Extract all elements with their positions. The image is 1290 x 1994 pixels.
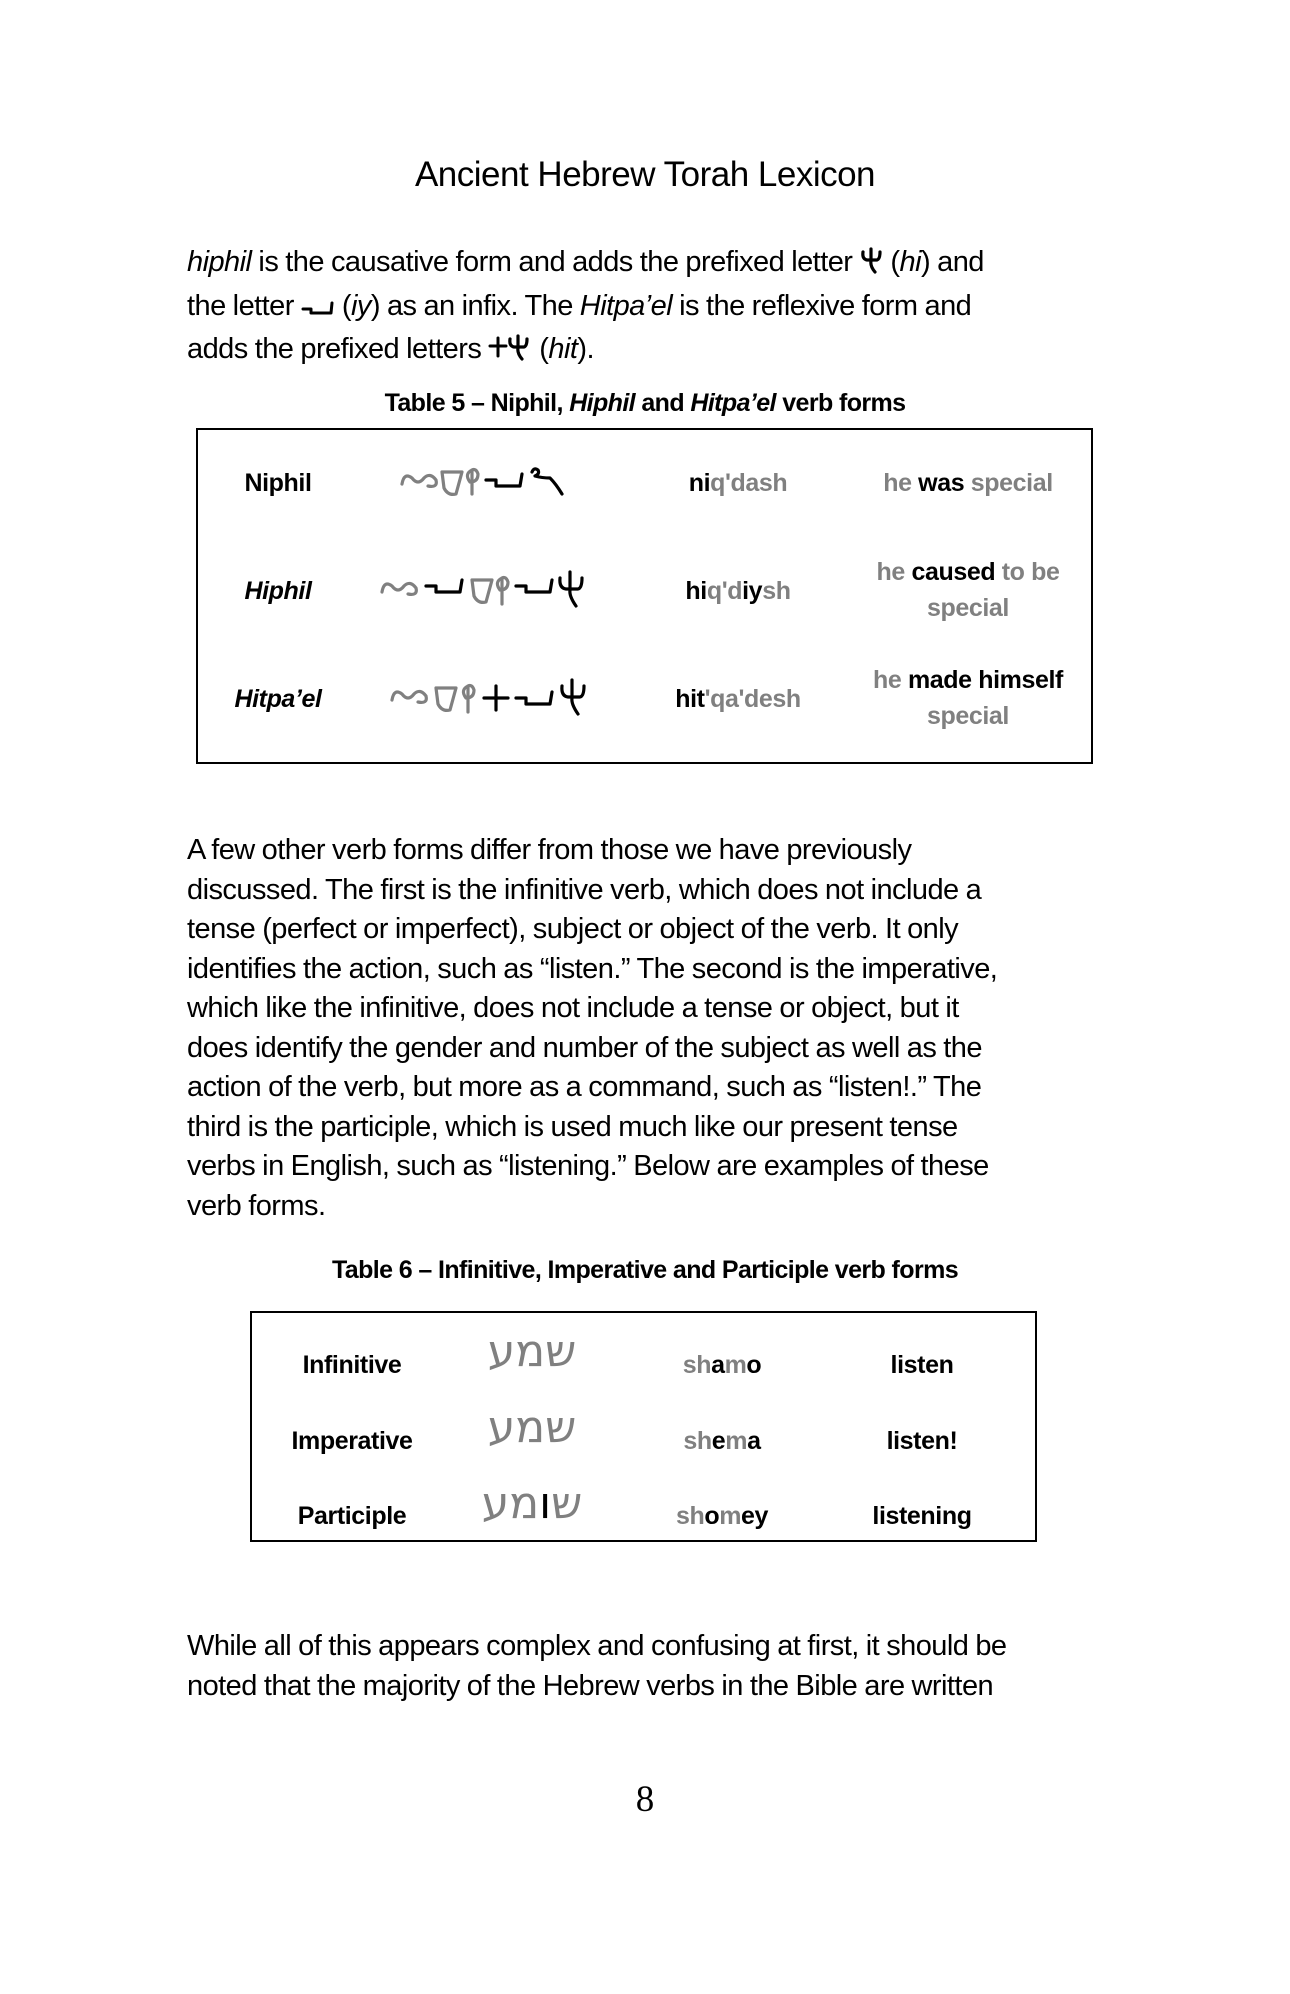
table6-meaning: listen: [890, 1351, 954, 1379]
affix-segment: hit: [675, 685, 705, 713]
affix-segment: caused: [911, 558, 996, 586]
table6-translit: [642, 1347, 802, 1383]
table6-hebrew: [462, 1327, 602, 1377]
table5: [196, 428, 1093, 764]
paleo-yud-icon: [301, 291, 335, 331]
table6-hebrew: [462, 1479, 602, 1529]
root-segment: 'qa'desh: [704, 685, 801, 713]
affix-segment: e: [711, 1427, 726, 1455]
table6-meaning: listening: [872, 1502, 972, 1530]
affix-segment: was: [918, 469, 965, 497]
root-segment: he: [873, 666, 908, 694]
table5-row-label: Hiphil: [244, 577, 312, 605]
affix-segment: a: [711, 1351, 725, 1379]
table6-hebrew: [462, 1403, 602, 1453]
closing-paragraph: [187, 1627, 1092, 1706]
table6-caption: Table 6 – Infinitive, Imperative and Participle verb forms: [331, 1256, 959, 1284]
root-segment: ש: [551, 1478, 583, 1529]
affix-segment: hi: [685, 577, 707, 605]
intro-line-3: adds the prefixed letters (hit).: [187, 330, 1092, 374]
root-segment: שמע: [487, 1402, 577, 1453]
intro-line-2: the letter (iy) as an infix. The Hitpa’el is the reflexive form and: [187, 287, 1092, 331]
root-segment: he: [876, 558, 912, 586]
closing-line: noted that the majority of the Hebrew verbs in the Bible are written: [187, 1669, 994, 1702]
body-line: identifies the action, such as “listen.” The second is the imperative,: [187, 952, 998, 985]
root-segment: מע: [481, 1478, 540, 1529]
intro-line-1: hiphil is the causative form and adds the prefixed letter (hi) and: [187, 243, 1092, 287]
table5-row-label: Hitpa’el: [234, 685, 322, 713]
body-line: verb forms.: [187, 1189, 326, 1222]
table6-row-label: Imperative: [291, 1427, 413, 1455]
table5-row-label: Niphil: [244, 469, 312, 497]
affix-segment: iy: [742, 577, 763, 605]
body-line: discussed. The first is the infinitive verb, which does not include a: [187, 873, 982, 906]
page-number: 8: [635, 1779, 655, 1820]
body-line: verbs in English, such as “listening.” Below are examples of these: [187, 1150, 989, 1182]
body-line: tense (perfect or imperfect), subject or object of the verb. It only: [187, 913, 959, 945]
body-paragraph: [187, 831, 1092, 1226]
root-segment: he: [883, 469, 919, 497]
affix-segment: ey: [741, 1502, 769, 1530]
root-segment: m: [724, 1351, 747, 1379]
table6-row-label: Infinitive: [302, 1351, 402, 1379]
table5-translit: [638, 573, 838, 609]
paleo-hiqdiysh-icon: [378, 568, 628, 618]
paleo-hitqadesh-icon: [388, 676, 628, 726]
body-line: which like the infinitive, does not include a tense or object, but it: [187, 992, 959, 1024]
closing-line: While all of this appears complex and confusing at first, it should be: [187, 1630, 1007, 1662]
root-segment: to be special: [927, 558, 1060, 622]
root-segment: special: [927, 702, 1009, 730]
table5-translit: [638, 681, 838, 717]
table6-meaning: listen!: [886, 1427, 958, 1455]
table5-meaning: [858, 662, 1078, 734]
intro-paragraph: [187, 243, 1092, 374]
body-line: A few other verb forms differ from those we have previously: [187, 834, 912, 866]
root-segment: m: [719, 1502, 742, 1530]
root-segment: m: [725, 1427, 748, 1455]
body-line: third is the participle, which is used much like our present tense: [187, 1110, 958, 1143]
table5-translit: [638, 465, 838, 501]
table6-translit: [642, 1498, 802, 1534]
table6-translit: [642, 1423, 802, 1459]
root-segment: q'd: [706, 577, 743, 605]
affix-segment: o: [704, 1502, 720, 1530]
root-segment: שמע: [487, 1326, 577, 1377]
affix-segment: a: [747, 1427, 761, 1455]
root-segment: sh: [762, 577, 791, 605]
root-segment: q'dash: [710, 469, 788, 497]
table5-meaning: [858, 465, 1078, 501]
paleo-hey-icon: [859, 247, 883, 287]
affix-segment: made himself: [907, 666, 1063, 694]
root-segment: sh: [683, 1427, 712, 1455]
body-line: does identify the gender and number of the subject as well as the: [187, 1031, 982, 1064]
table5-meaning: [858, 554, 1078, 626]
table6-row-label: Participle: [297, 1502, 407, 1530]
root-segment: sh: [682, 1351, 712, 1379]
table6: [250, 1311, 1037, 1542]
affix-segment: o: [746, 1351, 762, 1379]
paleo-tav-hey-icon: [488, 334, 532, 374]
page-header-title: Ancient Hebrew Torah Lexicon: [414, 155, 876, 194]
paleo-niqdash-icon: [398, 464, 618, 514]
root-segment: sh: [675, 1502, 705, 1530]
table5-caption: Table 5 – Niphil, Hiphil and Hitpa’el verb forms: [384, 389, 906, 417]
root-segment: special: [964, 469, 1053, 497]
affix-segment: ni: [688, 469, 711, 497]
affix-segment: ו: [539, 1478, 552, 1529]
body-line: action of the verb, but more as a command, such as “listen!.” The: [187, 1071, 982, 1103]
